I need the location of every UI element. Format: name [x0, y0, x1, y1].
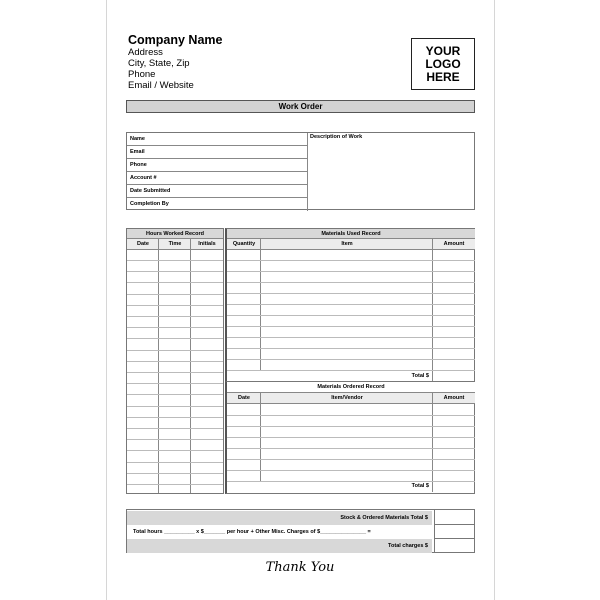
- hours-row-line: [127, 428, 223, 429]
- field-name[interactable]: Name: [127, 133, 308, 146]
- hours-row-line: [127, 462, 223, 463]
- stock-ordered-total-box[interactable]: [434, 510, 474, 525]
- stock-ordered-total-label: Stock & Ordered Materials Total $: [127, 511, 432, 525]
- total-hours-formula: Total hours __________ x $_______ per hour + Other Misc. Charges of $_______________ =: [133, 529, 371, 535]
- field-email[interactable]: Email: [127, 146, 308, 159]
- total-charges-box[interactable]: [434, 539, 474, 552]
- field-date-submitted[interactable]: Date Submitted: [127, 185, 308, 198]
- field-account[interactable]: Account #: [127, 172, 308, 185]
- materials-used-col-quantity: Quantity: [227, 239, 261, 250]
- materials-ordered-table: [225, 382, 475, 494]
- hours-col-date: Date: [127, 239, 159, 250]
- company-phone: Phone: [128, 69, 156, 80]
- materials-used-row-line: [227, 260, 475, 261]
- materials-used-row-line: [227, 370, 475, 371]
- materials-used-row-line: [227, 326, 475, 327]
- materials-ordered-row-line: [227, 415, 475, 416]
- hours-row-line: [127, 439, 223, 440]
- materials-used-row-line: [227, 359, 475, 360]
- hours-row-line: [127, 361, 223, 362]
- logo-line-2: LOGO: [425, 56, 461, 71]
- hours-col-initials: Initials: [191, 239, 223, 250]
- customer-info-section: [126, 132, 475, 210]
- materials-used-col-amount: Amount: [433, 239, 475, 250]
- materials-ordered-col-item-vendor: Item/Vendor: [261, 393, 433, 404]
- total-charges-label: Total charges $: [127, 539, 432, 553]
- materials-ordered-row-line: [227, 448, 475, 449]
- materials-ordered-row-line: [227, 481, 475, 482]
- hours-row-line: [127, 372, 223, 373]
- materials-ordered-title: Materials Ordered Record: [227, 382, 475, 393]
- hours-row-line: [127, 417, 223, 418]
- materials-used-table: [225, 228, 475, 382]
- work-order-banner: Work Order: [126, 100, 475, 113]
- hours-row-line: [127, 338, 223, 339]
- company-block: [128, 33, 222, 91]
- hours-row-line: [127, 484, 223, 485]
- hours-row-line: [127, 271, 223, 272]
- materials-used-total-label: Total $: [411, 373, 429, 379]
- hours-row-line: [127, 282, 223, 283]
- charges-summary: [126, 509, 475, 553]
- materials-ordered-row-line: [227, 470, 475, 471]
- hours-col-time: Time: [159, 239, 191, 250]
- thank-you-footer: Thank You: [265, 560, 335, 575]
- materials-used-row-line: [227, 315, 475, 316]
- materials-ordered-total-label: Total $: [411, 483, 429, 489]
- logo-line-3: HERE: [426, 69, 460, 84]
- materials-ordered-col-date: Date: [227, 393, 261, 404]
- materials-used-row-line: [227, 271, 475, 272]
- materials-used-col-item: Item: [261, 239, 433, 250]
- logo-placeholder: [411, 38, 475, 90]
- materials-ordered-row-line: [227, 437, 475, 438]
- company-email-website: Email / Website: [128, 80, 194, 91]
- hours-row-line: [127, 406, 223, 407]
- hours-worked-table: [126, 228, 224, 494]
- materials-used-row-line: [227, 304, 475, 305]
- materials-used-title: Materials Used Record: [227, 229, 475, 239]
- total-hours-box[interactable]: [434, 525, 474, 539]
- materials-ordered-col-amount: Amount: [433, 393, 475, 404]
- company-name: Company Name: [128, 33, 223, 47]
- field-phone[interactable]: Phone: [127, 159, 308, 172]
- company-city-state-zip: City, State, Zip: [128, 58, 190, 69]
- field-completion-by[interactable]: Completion By: [127, 198, 308, 211]
- materials-used-row-line: [227, 282, 475, 283]
- materials-ordered-row-line: [227, 426, 475, 427]
- hours-row-line: [127, 260, 223, 261]
- hours-row-line: [127, 450, 223, 451]
- hours-row-line: [127, 305, 223, 306]
- hours-row-line: [127, 350, 223, 351]
- hours-row-line: [127, 394, 223, 395]
- hours-row-line: [127, 383, 223, 384]
- company-address: Address: [128, 47, 163, 58]
- materials-used-row-line: [227, 293, 475, 294]
- logo-line-1: YOUR: [425, 43, 461, 58]
- description-of-work[interactable]: Description of Work: [310, 134, 363, 140]
- materials-ordered-row-line: [227, 459, 475, 460]
- hours-row-line: [127, 316, 223, 317]
- hours-worked-title: Hours Worked Record: [127, 229, 223, 239]
- hours-row-line: [127, 327, 223, 328]
- hours-row-line: [127, 473, 223, 474]
- materials-used-row-line: [227, 337, 475, 338]
- materials-used-row-line: [227, 348, 475, 349]
- hours-row-line: [127, 294, 223, 295]
